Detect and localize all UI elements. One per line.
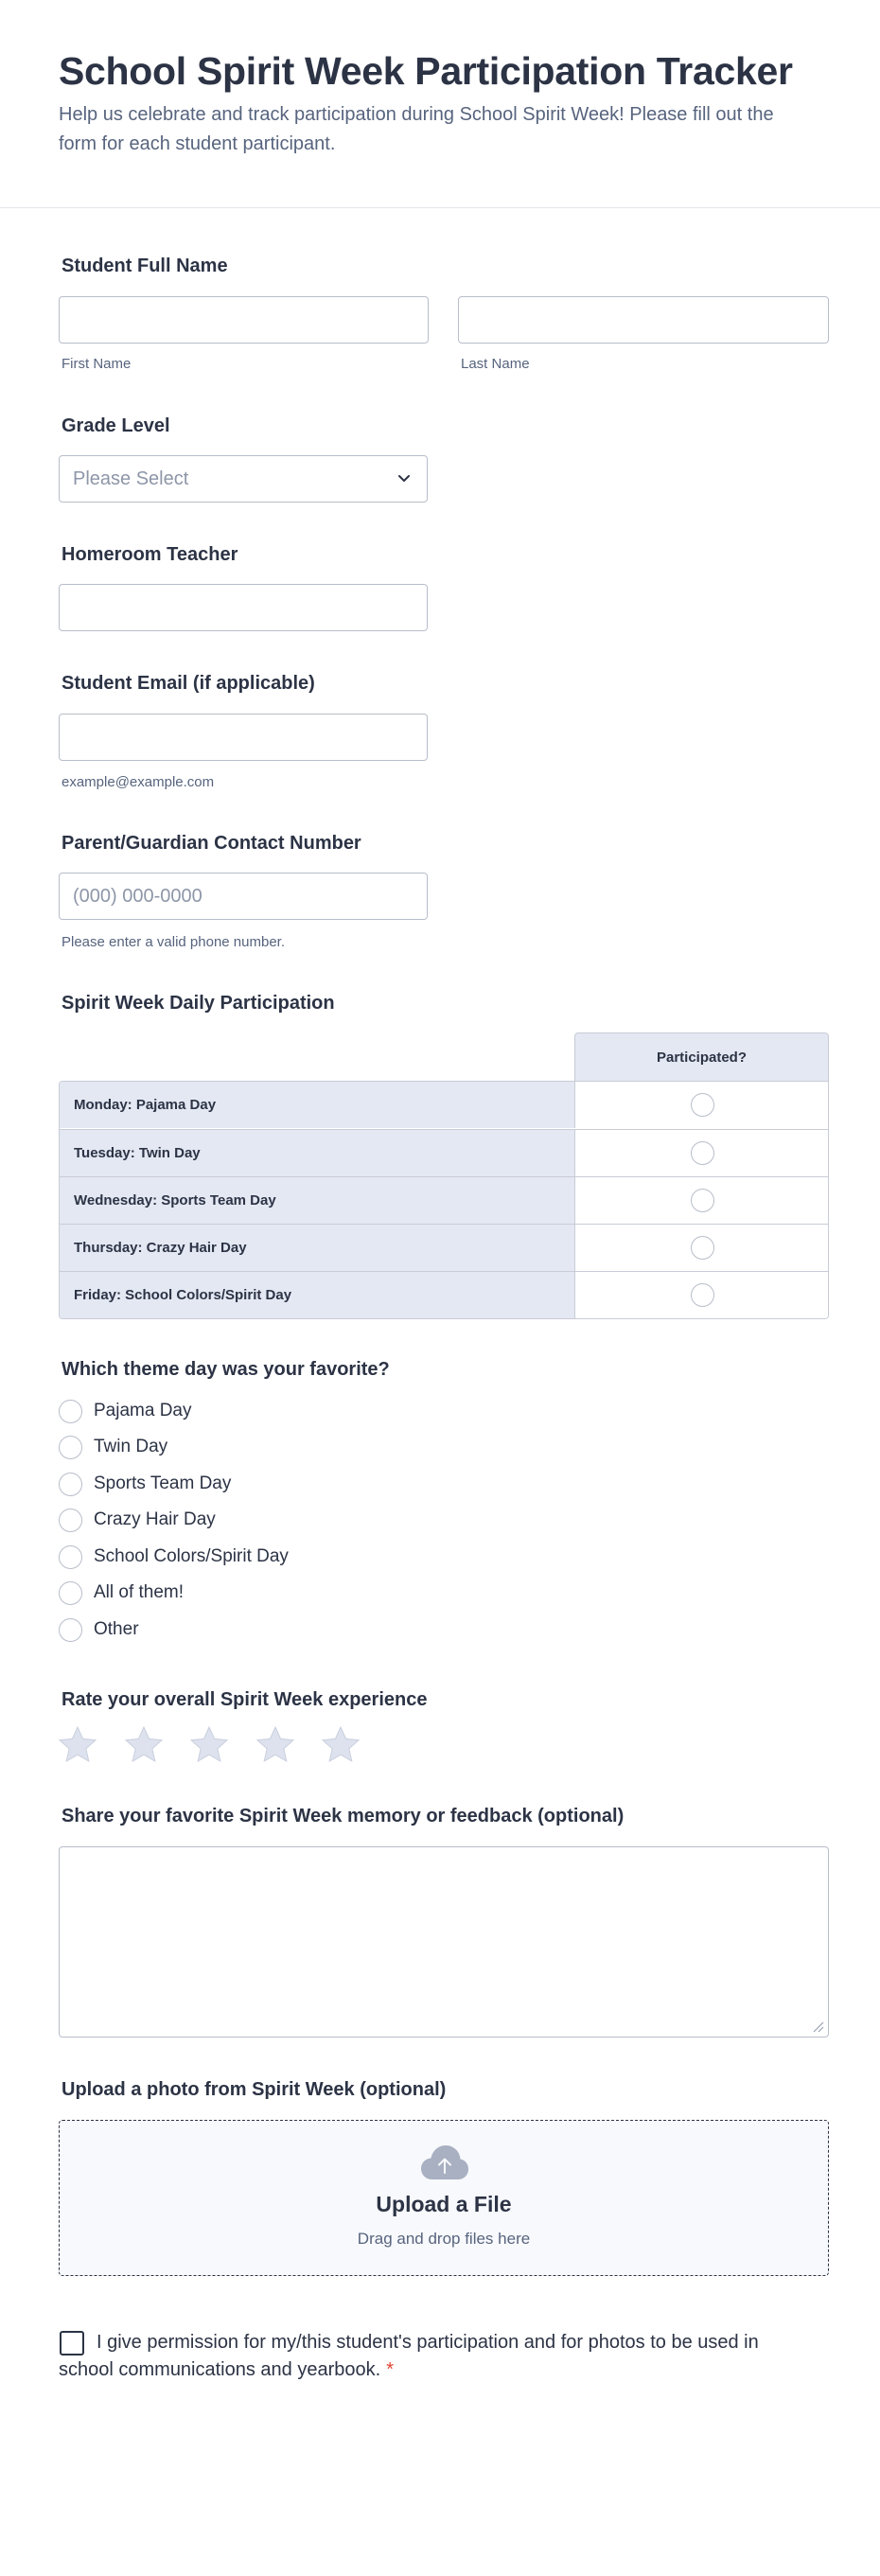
grade-level-label: Grade Level — [62, 415, 170, 436]
first-name-sublabel: First Name — [62, 356, 132, 372]
cloud-upload-icon — [420, 2144, 469, 2181]
consent-label — [59, 2329, 759, 2384]
resize-grip-icon[interactable] — [811, 2020, 824, 2033]
matrix-body — [59, 1081, 829, 1319]
last-name-input[interactable] — [458, 296, 829, 344]
matrix-row-label: Tuesday: Twin Day — [60, 1130, 575, 1176]
option-label: Crazy Hair Day — [94, 1509, 216, 1529]
matrix-row-label: Monday: Pajama Day — [60, 1082, 575, 1128]
matrix-row — [60, 1082, 828, 1129]
page-title: School Spirit Week Participation Tracker — [59, 49, 793, 93]
matrix-cell — [575, 1177, 829, 1224]
matrix-column-header: Participated? — [574, 1032, 829, 1082]
chevron-down-icon — [395, 469, 414, 488]
matrix-cell — [575, 1082, 829, 1128]
matrix-row — [60, 1129, 828, 1176]
star-icon[interactable] — [123, 1724, 165, 1766]
page-subtitle: Help us celebrate and track participation during School Spirit Week! Please fill out the form for each student participant. — [59, 104, 774, 154]
option-label: All of them! — [94, 1582, 185, 1602]
matrix-row-label: Thursday: Crazy Hair Day — [60, 1225, 575, 1271]
option-label: Pajama Day — [94, 1401, 192, 1420]
radio-button[interactable] — [59, 1545, 82, 1569]
favorite-theme-label: Which theme day was your favorite? — [62, 1359, 390, 1380]
homeroom-label: Homeroom Teacher — [62, 544, 238, 565]
radio-button[interactable] — [59, 1509, 82, 1532]
file-upload-dropzone[interactable] — [59, 2120, 829, 2276]
option-label: School Colors/Spirit Day — [94, 1546, 289, 1566]
star-icon[interactable] — [188, 1724, 230, 1766]
radio-button[interactable] — [59, 1581, 82, 1605]
student-name-label: Student Full Name — [62, 256, 228, 276]
star-icon[interactable] — [320, 1724, 361, 1766]
matrix-row — [60, 1176, 828, 1224]
grade-level-select[interactable] — [59, 455, 428, 503]
form-header — [0, 0, 880, 208]
phone-sublabel: Please enter a valid phone number. — [62, 934, 285, 950]
participated-radio[interactable] — [691, 1093, 714, 1117]
matrix-cell — [575, 1272, 829, 1318]
star-icon[interactable] — [57, 1724, 98, 1766]
option-label: Twin Day — [94, 1437, 168, 1456]
participated-radio[interactable] — [691, 1189, 714, 1212]
email-label: Student Email (if applicable) — [62, 673, 315, 694]
phone-label: Parent/Guardian Contact Number — [62, 833, 361, 854]
matrix-row — [60, 1224, 828, 1271]
phone-input[interactable] — [59, 873, 428, 920]
upload-label: Upload a photo from Spirit Week (optional) — [62, 2079, 447, 2100]
homeroom-input[interactable] — [59, 584, 428, 631]
radio-button[interactable] — [59, 1473, 82, 1496]
matrix-row-label: Friday: School Colors/Spirit Day — [60, 1272, 575, 1318]
participated-radio[interactable] — [691, 1283, 714, 1307]
option-label: Sports Team Day — [94, 1473, 232, 1493]
feedback-textarea[interactable] — [59, 1846, 829, 2038]
matrix-row — [60, 1271, 828, 1318]
radio-button[interactable] — [59, 1618, 82, 1642]
participation-label: Spirit Week Daily Participation — [62, 993, 335, 1014]
last-name-sublabel: Last Name — [461, 356, 530, 372]
radio-button[interactable] — [59, 1400, 82, 1423]
email-sublabel: example@example.com — [62, 774, 215, 790]
participated-radio[interactable] — [691, 1236, 714, 1260]
required-asterisk: * — [386, 2359, 394, 2380]
consent-text: I give permission for my/this student's participation and for photos to be used in school communications and yearbook. — [59, 2332, 759, 2380]
participated-radio[interactable] — [691, 1141, 714, 1165]
first-name-input[interactable] — [59, 296, 429, 344]
matrix-row-label: Wednesday: Sports Team Day — [60, 1177, 575, 1224]
upload-subtitle: Drag and drop files here — [357, 2230, 531, 2248]
grade-level-selected: Please Select — [73, 468, 189, 489]
email-input[interactable] — [59, 714, 428, 761]
upload-title: Upload a File — [376, 2192, 512, 2216]
rating-label: Rate your overall Spirit Week experience — [62, 1689, 428, 1710]
matrix-cell — [575, 1225, 829, 1271]
option-label: Other — [94, 1619, 139, 1639]
radio-button[interactable] — [59, 1436, 82, 1459]
consent-checkbox[interactable] — [60, 2331, 84, 2355]
star-icon[interactable] — [255, 1724, 296, 1766]
feedback-label: Share your favorite Spirit Week memory or feedback (optional) — [62, 1806, 625, 1826]
matrix-cell — [575, 1130, 829, 1176]
